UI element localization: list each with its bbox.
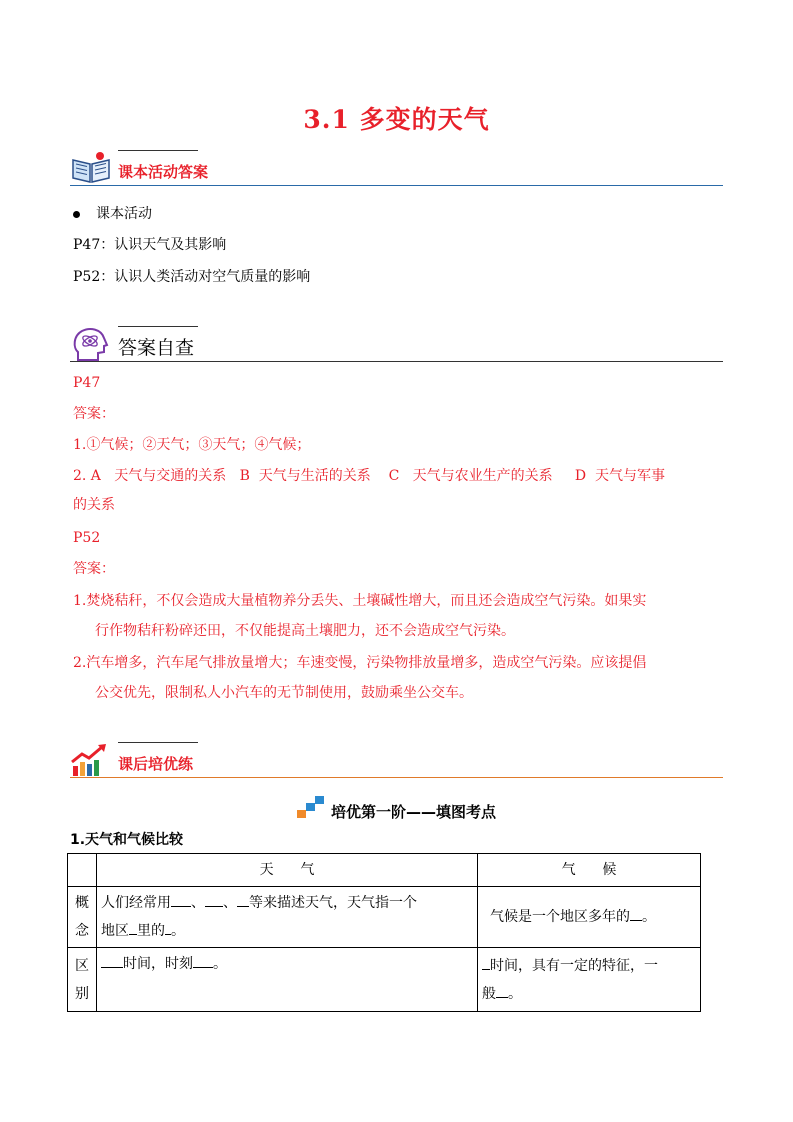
fill-blank[interactable]: [496, 983, 508, 998]
book-icon: [70, 150, 112, 186]
text: 时间，具有一定的特征，一: [490, 957, 658, 974]
activity-line: P47：认识天气及其影响: [73, 237, 227, 253]
answer-line: 2. A 天气与交通的关系 B 天气与生活的关系 C 天气与农业生产的关系 D 天气与军事: [73, 468, 666, 484]
subheading: [0, 796, 793, 822]
table-row: [68, 948, 701, 1012]
text: 里的: [137, 923, 165, 939]
row-header-difference: 区别: [68, 948, 97, 1012]
section-header-textbook-activity: [70, 150, 723, 186]
fill-blank[interactable]: [482, 955, 490, 970]
fill-blank[interactable]: [237, 892, 249, 907]
text: 人们经常用: [101, 895, 171, 911]
bullet-text: 课本活动: [96, 206, 152, 222]
fill-blank[interactable]: [630, 906, 642, 921]
table-cell: [68, 854, 97, 887]
question-title: 1.天气和气候比较: [70, 832, 184, 848]
answer-line: 1.焚烧秸秆，不仅会造成大量植物养分丢失、土壤碱性增大，而且还会造成空气污染。如果实: [73, 593, 647, 609]
answer-line: 的关系: [73, 497, 115, 513]
col-header-weather: 天 气: [97, 854, 478, 887]
section-header-after-class: [70, 742, 723, 778]
bullet-item: [73, 203, 152, 225]
divider: [70, 361, 723, 362]
section-label: 课本活动答案: [118, 163, 209, 181]
table-row: [68, 854, 701, 887]
fill-blank[interactable]: [193, 953, 213, 968]
table-row: [68, 887, 701, 948]
difference-weather-cell: [97, 948, 478, 1012]
concept-weather-cell: [97, 887, 478, 948]
concept-climate-cell: [478, 887, 701, 948]
answer-line: 行作物秸秆粉碎还田，不仅能提高土壤肥力，还不会造成空气污染。: [95, 623, 515, 639]
difference-climate-cell: [478, 948, 701, 1012]
divider: [70, 185, 723, 186]
answer-line: 2.汽车增多，汽车尾气排放量增大；车速变慢，污染物排放量增多，造成空气污染。应该提倡: [73, 655, 647, 671]
bullet-icon: [73, 211, 80, 218]
page-ref: P47: [73, 375, 101, 391]
col-header-climate: 气 候: [478, 854, 701, 887]
comparison-table: [67, 853, 701, 1012]
answer-label: 答案：: [73, 561, 115, 577]
fill-blank[interactable]: [129, 920, 137, 935]
row-header-concept: 概念: [68, 887, 97, 948]
decorative-top-rule: [118, 742, 198, 743]
text: 等来描述天气，天气指一个: [249, 895, 417, 911]
section-label: 课后培优练: [118, 755, 194, 773]
activity-line: P52：认识人类活动对空气质量的影响: [73, 269, 311, 285]
text: 、: [223, 895, 237, 911]
answer-label: 答案：: [73, 406, 115, 422]
decorative-top-rule: [118, 150, 198, 151]
text: 气候是一个地区多年的: [490, 909, 630, 925]
text: 。: [171, 923, 185, 939]
text: 。: [642, 909, 656, 925]
growth-chart-icon: [70, 742, 112, 778]
answer-line: 公交优先，限制私人小汽车的无节制使用，鼓励乘坐公交车。: [95, 685, 473, 701]
stairs-icon: [297, 796, 325, 822]
page-title: 3.1 多变的天气: [303, 105, 490, 134]
answer-line: 1.①气候；②天气；③天气；④气候；: [73, 437, 311, 453]
text: 时间，时刻: [123, 956, 193, 972]
text: 。: [213, 956, 227, 972]
fill-blank[interactable]: [205, 892, 223, 907]
section-label: 答案自查: [118, 337, 195, 359]
head-atom-icon: [70, 326, 112, 362]
text: 地区: [101, 923, 129, 939]
page-ref: P52: [73, 530, 101, 546]
subheading-text: 培优第一阶——填图考点: [330, 803, 496, 821]
text: 。: [508, 985, 522, 1002]
fill-blank[interactable]: [171, 892, 191, 907]
fill-blank[interactable]: [101, 953, 123, 968]
divider: [70, 777, 723, 778]
text: 般: [482, 985, 496, 1002]
section-header-answer-check: [70, 326, 723, 362]
decorative-top-rule: [118, 326, 198, 327]
text: 、: [191, 895, 205, 911]
